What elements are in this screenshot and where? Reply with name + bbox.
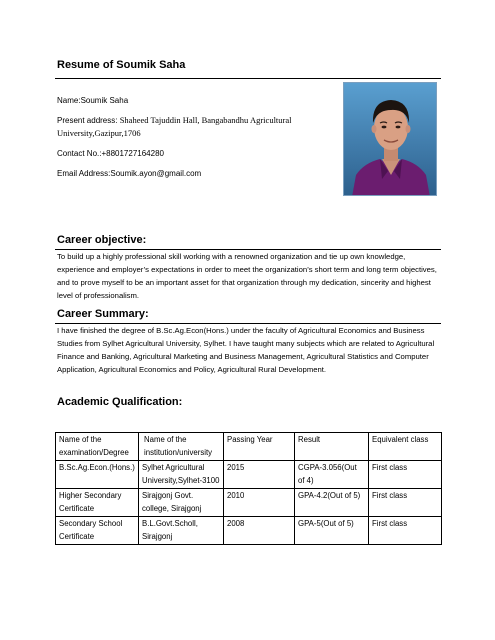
present-address-value: Shaheed Tajuddin Hall, Bangabandhu Agricultural University,Gazipur,1706	[57, 115, 292, 138]
table-row	[56, 517, 442, 545]
profile-photo	[343, 82, 437, 196]
academic-table	[55, 432, 442, 545]
table-cell: GPA-5(Out of 5)	[295, 517, 369, 545]
page-title: Resume of Soumik Saha	[57, 59, 186, 71]
table-cell: First class	[369, 489, 442, 517]
table-cell: 2008	[224, 517, 295, 545]
title-underline	[55, 78, 441, 79]
table-cell: First class	[369, 517, 442, 545]
career-objective-text: To build up a highly professional skill working with a renowned organization and tie up own knowledge, experience and employer’s expectations in order to meet the organization’s short term and long term objectives, and to prove myself to be an important asset for that organization through my dedication, sincerity and highest level of professionalism.	[57, 252, 437, 300]
table-cell: Sirajgonj Govt. college, Sirajgonj	[139, 489, 224, 517]
header-cell: Result	[295, 433, 369, 461]
portrait-image	[344, 83, 437, 196]
career-objective-heading: Career objective:	[57, 234, 147, 246]
table-cell: Secondary School Certificate	[56, 517, 139, 545]
academic-heading: Academic Qualification:	[57, 396, 183, 408]
table-row	[56, 489, 442, 517]
header-cell: Name of the institution/university	[139, 433, 224, 461]
table-cell: 2010	[224, 489, 295, 517]
table-row	[56, 461, 442, 489]
table-cell: CGPA-3.056(Out of 4)	[295, 461, 369, 489]
career-summary-heading: Career Summary:	[57, 308, 149, 320]
header-cell: Passing Year	[224, 433, 295, 461]
table-cell: GPA-4.2(Out of 5)	[295, 489, 369, 517]
table-cell: First class	[369, 461, 442, 489]
header-cell: Equivalent class	[369, 433, 442, 461]
table-cell: Sylhet Agricultural University,Sylhet-3100	[139, 461, 224, 489]
table-cell: B.L.Govt.Scholl, Sirajgonj	[139, 517, 224, 545]
present-address	[57, 114, 317, 140]
table-header-row	[56, 433, 442, 461]
name-line: Name:Soumik Saha	[57, 96, 129, 105]
email-address: Email Address:Soumik.ayon@gmail.com	[57, 169, 202, 178]
table-cell: Higher Secondary Certificate	[56, 489, 139, 517]
header-cell: Name of the examination/Degree	[56, 433, 139, 461]
present-address-label: Present address:	[57, 116, 120, 125]
career-summary-text: I have finished the degree of B.Sc.Ag.Econ(Hons.) under the faculty of Agricultural Economics and Business Studies from Sylhet Agricultural University, Sylhet. I have taught many subjects which are related to Agricultural Finance and Banking, Agricultural Marketing and Business Management, Agricultural Statistics and Computer Application, Agricultural Economics and Policy, Agricultural Rural Development.	[57, 326, 435, 374]
table-cell: B.Sc.Ag.Econ.(Hons.)	[56, 461, 139, 489]
contact-number: Contact No.:+8801727164280	[57, 149, 164, 158]
table-cell: 2015	[224, 461, 295, 489]
